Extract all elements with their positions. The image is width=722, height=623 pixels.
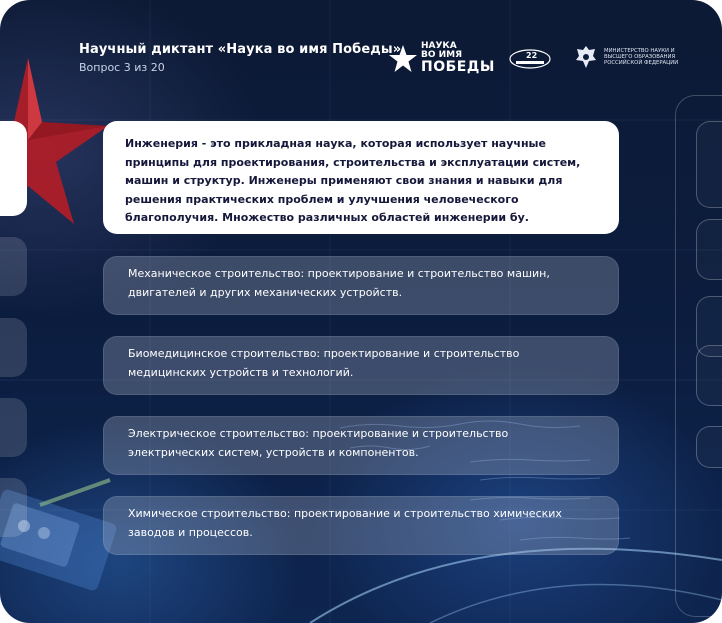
left-rail-card [0, 478, 27, 537]
answer-option[interactable] [103, 496, 619, 555]
answer-option[interactable] [103, 336, 619, 395]
question-card [103, 121, 619, 234]
answer-option-text: Механическое строительство: проектирование и строительство машин, двигателей и других механических устройств. [128, 267, 550, 299]
left-rail-card [0, 237, 27, 296]
left-rail-card [0, 318, 27, 377]
right-rail-card [696, 345, 722, 406]
right-rail-card [696, 426, 722, 468]
brand-line-3: ПОБЕДЫ [421, 59, 495, 75]
left-rail-card-active [0, 121, 27, 216]
eagle-crest-icon [575, 44, 597, 70]
question-text: Инженерия - это прикладная наука, которая использует научные принципы для проектирования, строительства и эксплуатации систем, машин и структур. Инженеры применяют свои знания и навыки для решения практических проблем и улучшения человеческого благополучия. Множество различных областей инженерии бу. [125, 137, 581, 224]
right-rail-card [696, 219, 722, 280]
answer-option[interactable] [103, 416, 619, 475]
emblem-number: 22 [526, 51, 538, 60]
answer-option-text: Биомедицинское строительство: проектирование и строительство медицинских устройств и технологий. [128, 347, 520, 379]
right-rail-card [696, 121, 722, 208]
question-progress: Вопрос 3 из 20 [79, 61, 165, 74]
brand-line-2: ВО ИМЯ [421, 50, 463, 60]
answer-option-text: Химическое строительство: проектирование и строительство химических заводов и процессов. [128, 507, 562, 539]
left-rail-card [0, 398, 27, 457]
page-title: Научный диктант «Наука во имя Победы» [79, 42, 402, 57]
brand-star-icon [388, 44, 418, 74]
ministry-label: МИНИСТЕРСТВО НАУКИ И ВЫСШЕГО ОБРАЗОВАНИЯ РОССИЙСКОЙ ФЕДЕРАЦИИ [604, 48, 679, 67]
brand-line-1: НАУКА [421, 41, 457, 51]
brand-logo-text [421, 42, 495, 74]
answer-option[interactable] [103, 256, 619, 315]
emblem-icon [508, 46, 552, 72]
answer-option-text: Электрическое строительство: проектирование и строительство электрических систем, устройств и компонентов. [128, 427, 509, 459]
